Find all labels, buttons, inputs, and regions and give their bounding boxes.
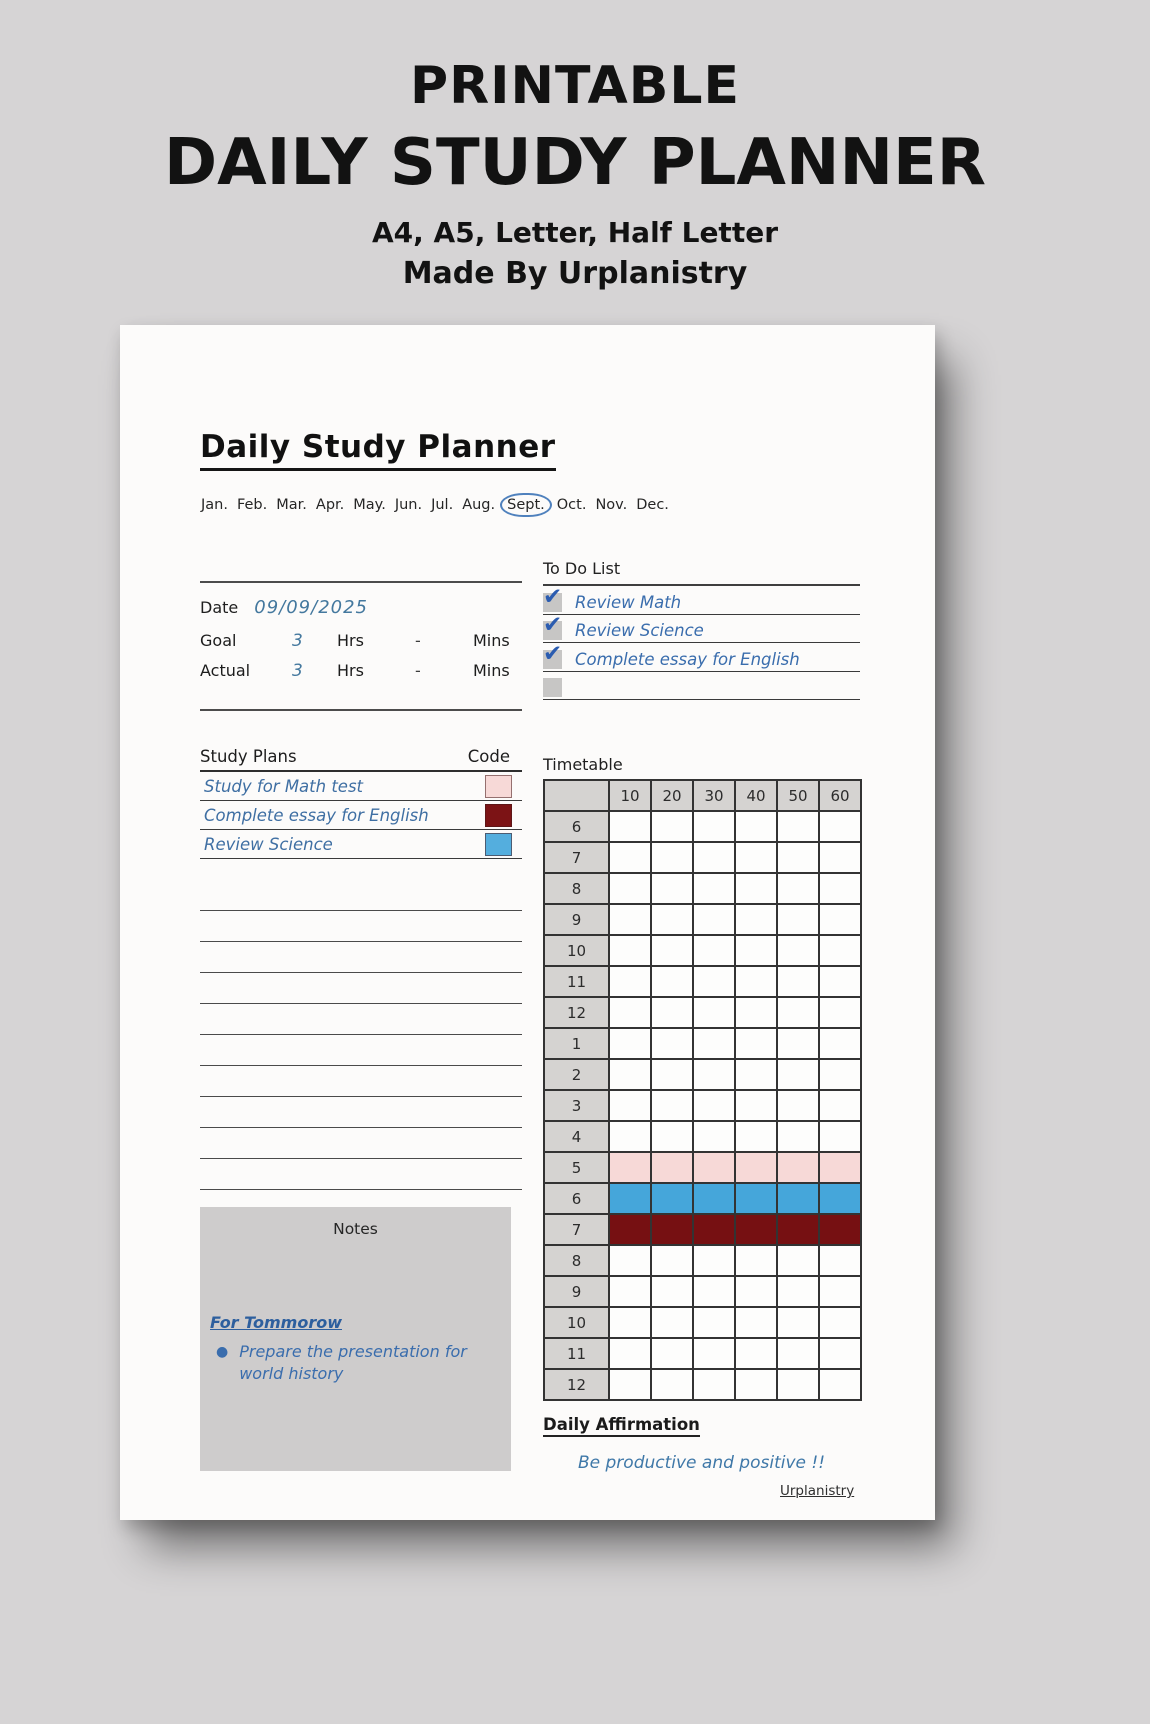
timetable-hour-label: 7 bbox=[545, 1215, 610, 1246]
timetable-slot[interactable] bbox=[694, 1339, 736, 1370]
timetable-slot[interactable] bbox=[736, 812, 778, 843]
ruled-line bbox=[200, 1159, 522, 1190]
timetable-minutes-header: 30 bbox=[694, 781, 736, 812]
timetable-slot[interactable] bbox=[610, 1060, 652, 1091]
timetable-slot[interactable] bbox=[694, 1184, 736, 1215]
study-plans-title: Study Plans bbox=[200, 747, 297, 766]
timetable-slot[interactable] bbox=[694, 1029, 736, 1060]
timetable-hour-label: 4 bbox=[545, 1122, 610, 1153]
month-option[interactable]: Nov. bbox=[595, 497, 628, 513]
month-option[interactable]: Jul. bbox=[431, 497, 454, 513]
timetable-slot[interactable] bbox=[652, 1153, 694, 1184]
month-option[interactable]: May. bbox=[353, 497, 386, 513]
timetable-hour-label: 10 bbox=[545, 1308, 610, 1339]
timetable-slot[interactable] bbox=[652, 1184, 694, 1215]
timetable-minutes-header: 40 bbox=[736, 781, 778, 812]
month-option[interactable]: Feb. bbox=[236, 497, 268, 513]
timetable-slot[interactable] bbox=[610, 1122, 652, 1153]
timetable-slot[interactable] bbox=[652, 1215, 694, 1246]
timetable-slot[interactable] bbox=[610, 967, 652, 998]
timetable-slot[interactable] bbox=[820, 998, 862, 1029]
page-footer-brand: Urplanistry bbox=[780, 1483, 855, 1499]
timetable-slot[interactable] bbox=[652, 905, 694, 936]
timetable-slot[interactable] bbox=[736, 1184, 778, 1215]
timetable-slot[interactable] bbox=[694, 812, 736, 843]
timetable-slot[interactable] bbox=[652, 1370, 694, 1401]
timetable-slot[interactable] bbox=[652, 1308, 694, 1339]
study-plan-item bbox=[200, 772, 522, 801]
daily-affirmation-text: Be productive and positive !! bbox=[577, 1453, 826, 1473]
timetable-slot[interactable] bbox=[778, 1277, 820, 1308]
timetable-slot[interactable] bbox=[778, 874, 820, 905]
divider-line bbox=[200, 581, 522, 583]
study-plans-section bbox=[200, 747, 522, 859]
todo-checkbox[interactable] bbox=[543, 640, 563, 669]
checkmark-icon: ✔ bbox=[543, 583, 563, 610]
actual-row bbox=[200, 661, 530, 681]
timetable-slot[interactable] bbox=[610, 874, 652, 905]
timetable-slot[interactable] bbox=[820, 1246, 862, 1277]
timetable-slot[interactable] bbox=[610, 905, 652, 936]
timetable-slot[interactable] bbox=[778, 936, 820, 967]
timetable-slot[interactable] bbox=[694, 843, 736, 874]
timetable-slot[interactable] bbox=[736, 1091, 778, 1122]
todo-item bbox=[543, 612, 860, 644]
timetable-slot[interactable] bbox=[652, 812, 694, 843]
timetable-slot[interactable] bbox=[778, 1091, 820, 1122]
timetable-slot[interactable] bbox=[778, 1215, 820, 1246]
dash-separator: - bbox=[415, 631, 421, 650]
timetable-slot[interactable] bbox=[736, 1339, 778, 1370]
timetable-slot[interactable] bbox=[652, 967, 694, 998]
timetable-slot[interactable] bbox=[778, 1370, 820, 1401]
timetable-slot[interactable] bbox=[736, 998, 778, 1029]
timetable-slot[interactable] bbox=[610, 1246, 652, 1277]
hrs-unit-label: Hrs bbox=[337, 631, 364, 650]
actual-label: Actual bbox=[200, 661, 251, 680]
ruled-lines bbox=[200, 880, 522, 1190]
ruled-line bbox=[200, 973, 522, 1004]
todo-item bbox=[543, 583, 860, 615]
date-label: Date bbox=[200, 598, 239, 617]
timetable-hour-label: 1 bbox=[545, 1029, 610, 1060]
study-plan-text: Complete essay for English bbox=[204, 805, 429, 825]
timetable-slot[interactable] bbox=[610, 936, 652, 967]
code-column-label: Code bbox=[467, 747, 510, 766]
timetable-slot[interactable] bbox=[778, 812, 820, 843]
todo-item bbox=[543, 672, 860, 701]
timetable-slot[interactable] bbox=[778, 905, 820, 936]
timetable-slot[interactable] bbox=[652, 998, 694, 1029]
timetable-hour-label: 11 bbox=[545, 967, 610, 998]
timetable-slot[interactable] bbox=[694, 1246, 736, 1277]
ruled-line bbox=[200, 880, 522, 911]
timetable-hour-label: 8 bbox=[545, 1246, 610, 1277]
mins-unit-label: Mins bbox=[473, 661, 510, 680]
timetable-hour-label: 9 bbox=[545, 1277, 610, 1308]
timetable-slot[interactable] bbox=[820, 936, 862, 967]
timetable-slot[interactable] bbox=[652, 1277, 694, 1308]
hrs-unit-label: Hrs bbox=[337, 661, 364, 680]
todo-item-text: Review Science bbox=[575, 621, 704, 640]
study-plan-text: Review Science bbox=[204, 834, 333, 854]
timetable-slot[interactable] bbox=[736, 1308, 778, 1339]
timetable-hour-label: 9 bbox=[545, 905, 610, 936]
timetable-slot[interactable] bbox=[820, 1060, 862, 1091]
timetable-slot[interactable] bbox=[694, 1308, 736, 1339]
timetable-slot[interactable] bbox=[694, 1060, 736, 1091]
timetable-slot[interactable] bbox=[610, 1215, 652, 1246]
dash-separator: - bbox=[415, 661, 421, 680]
timetable-slot[interactable] bbox=[610, 1370, 652, 1401]
timetable-hour-label: 11 bbox=[545, 1339, 610, 1370]
timetable-slot[interactable] bbox=[820, 1122, 862, 1153]
date-row bbox=[200, 597, 522, 618]
notes-bullet-item bbox=[216, 1341, 498, 1386]
month-selector bbox=[200, 495, 670, 515]
timetable-hour-label: 7 bbox=[545, 843, 610, 874]
timetable-slot[interactable] bbox=[778, 998, 820, 1029]
month-option[interactable]: Apr. bbox=[315, 497, 345, 513]
timetable-slot[interactable] bbox=[694, 1153, 736, 1184]
month-option-selected[interactable]: Sept. bbox=[500, 493, 552, 517]
month-option[interactable]: Jun. bbox=[394, 497, 423, 513]
timetable-slot[interactable] bbox=[694, 998, 736, 1029]
todo-list bbox=[543, 583, 860, 700]
timetable-slot[interactable] bbox=[694, 1277, 736, 1308]
poster-header bbox=[0, 56, 1150, 291]
timetable-slot[interactable] bbox=[778, 1029, 820, 1060]
timetable-slot[interactable] bbox=[610, 843, 652, 874]
poster-line-printable: PRINTABLE bbox=[410, 56, 740, 116]
timetable-slot[interactable] bbox=[778, 1122, 820, 1153]
timetable-corner-cell bbox=[545, 781, 610, 812]
goal-hours-value: 3 bbox=[292, 631, 303, 651]
timetable-slot[interactable] bbox=[820, 874, 862, 905]
timetable-hour-label: 6 bbox=[545, 812, 610, 843]
timetable-slot[interactable] bbox=[652, 843, 694, 874]
color-code-swatch[interactable] bbox=[485, 775, 512, 798]
timetable-title: Timetable bbox=[543, 755, 623, 774]
todo-checkbox[interactable] bbox=[543, 612, 563, 640]
timetable-slot[interactable] bbox=[820, 1215, 862, 1246]
timetable-hour-label: 12 bbox=[545, 1370, 610, 1401]
timetable-slot[interactable] bbox=[652, 1246, 694, 1277]
bullet-icon: ● bbox=[216, 1344, 229, 1360]
timetable-slot[interactable] bbox=[736, 1153, 778, 1184]
timetable-hour-label: 5 bbox=[545, 1153, 610, 1184]
timetable-slot[interactable] bbox=[820, 1308, 862, 1339]
ruled-line bbox=[200, 1004, 522, 1035]
timetable-slot[interactable] bbox=[736, 1246, 778, 1277]
timetable-hour-label: 6 bbox=[545, 1184, 610, 1215]
notes-section bbox=[200, 1207, 511, 1471]
timetable-slot[interactable] bbox=[652, 1339, 694, 1370]
timetable-slot[interactable] bbox=[736, 967, 778, 998]
ruled-line bbox=[200, 1097, 522, 1128]
timetable-slot[interactable] bbox=[652, 1060, 694, 1091]
timetable-slot[interactable] bbox=[820, 843, 862, 874]
color-code-swatch[interactable] bbox=[485, 833, 512, 856]
timetable-hour-label: 10 bbox=[545, 936, 610, 967]
todo-item-text: Review Math bbox=[575, 592, 682, 612]
timetable-slot[interactable] bbox=[610, 812, 652, 843]
timetable-slot[interactable] bbox=[652, 874, 694, 905]
month-option[interactable]: Dec. bbox=[636, 497, 669, 513]
checkmark-icon: ✔ bbox=[543, 612, 563, 638]
timetable-slot[interactable] bbox=[778, 1246, 820, 1277]
ruled-line bbox=[200, 1066, 522, 1097]
daily-affirmation-title: Daily Affirmation bbox=[543, 1415, 700, 1437]
month-option[interactable]: Oct. bbox=[556, 497, 587, 513]
timetable-slot[interactable] bbox=[820, 1277, 862, 1308]
timetable-slot[interactable] bbox=[820, 1339, 862, 1370]
timetable-slot[interactable] bbox=[820, 1370, 862, 1401]
goal-row bbox=[200, 631, 530, 651]
timetable-slot[interactable] bbox=[694, 874, 736, 905]
study-plans-header bbox=[200, 747, 522, 772]
timetable-slot[interactable] bbox=[820, 967, 862, 998]
timetable-slot[interactable] bbox=[694, 905, 736, 936]
timetable-minutes-header: 10 bbox=[610, 781, 652, 812]
poster-author: Made By Urplanistry bbox=[402, 256, 748, 291]
timetable-slot[interactable] bbox=[736, 874, 778, 905]
timetable-slot[interactable] bbox=[694, 967, 736, 998]
timetable-slot[interactable] bbox=[694, 1370, 736, 1401]
timetable-hour-label: 2 bbox=[545, 1060, 610, 1091]
timetable-slot[interactable] bbox=[820, 1029, 862, 1060]
timetable-slot[interactable] bbox=[820, 1184, 862, 1215]
timetable-slot[interactable] bbox=[778, 1339, 820, 1370]
timetable-grid bbox=[543, 779, 862, 1401]
date-value: 09/09/2025 bbox=[254, 597, 368, 618]
notes-title: Notes bbox=[333, 1220, 378, 1238]
timetable-slot[interactable] bbox=[778, 1060, 820, 1091]
timetable-slot[interactable] bbox=[694, 1215, 736, 1246]
timetable-slot[interactable] bbox=[652, 1091, 694, 1122]
timetable-minutes-header: 60 bbox=[820, 781, 862, 812]
timetable-slot[interactable] bbox=[820, 905, 862, 936]
timetable-slot[interactable] bbox=[694, 936, 736, 967]
timetable-slot[interactable] bbox=[694, 1091, 736, 1122]
timetable-slot[interactable] bbox=[610, 1339, 652, 1370]
timetable-slot[interactable] bbox=[652, 936, 694, 967]
todo-title: To Do List bbox=[543, 559, 860, 586]
timetable-slot[interactable] bbox=[820, 812, 862, 843]
timetable-slot[interactable] bbox=[736, 843, 778, 874]
planner-title: Daily Study Planner bbox=[200, 429, 556, 471]
timetable-slot[interactable] bbox=[652, 1122, 694, 1153]
study-plan-item bbox=[200, 830, 522, 859]
timetable-slot[interactable] bbox=[820, 1153, 862, 1184]
timetable-slot[interactable] bbox=[610, 1091, 652, 1122]
timetable-slot[interactable] bbox=[736, 1370, 778, 1401]
mins-unit-label: Mins bbox=[473, 631, 510, 650]
todo-checkbox[interactable] bbox=[543, 583, 563, 612]
timetable-slot[interactable] bbox=[778, 843, 820, 874]
timetable-slot[interactable] bbox=[610, 1184, 652, 1215]
todo-checkbox[interactable] bbox=[543, 678, 562, 697]
timetable-slot[interactable] bbox=[610, 1308, 652, 1339]
ruled-line bbox=[200, 1035, 522, 1066]
timetable-hour-label: 8 bbox=[545, 874, 610, 905]
study-plan-item bbox=[200, 801, 522, 830]
todo-section bbox=[543, 559, 860, 700]
timetable-slot[interactable] bbox=[778, 1184, 820, 1215]
timetable-minutes-header: 50 bbox=[778, 781, 820, 812]
timetable-slot[interactable] bbox=[736, 1029, 778, 1060]
poster-title: DAILY STUDY PLANNER bbox=[163, 126, 987, 200]
timetable-slot[interactable] bbox=[736, 1215, 778, 1246]
todo-item-text: Complete essay for English bbox=[575, 649, 800, 669]
timetable-minutes-header: 20 bbox=[652, 781, 694, 812]
timetable-slot[interactable] bbox=[736, 905, 778, 936]
goal-label: Goal bbox=[200, 631, 237, 650]
actual-hours-value: 3 bbox=[292, 661, 303, 681]
todo-item bbox=[543, 640, 860, 672]
checkmark-icon: ✔ bbox=[543, 640, 563, 667]
timetable-slot[interactable] bbox=[736, 1277, 778, 1308]
study-plan-list bbox=[200, 772, 522, 859]
timetable-slot[interactable] bbox=[736, 1122, 778, 1153]
month-option[interactable]: Mar. bbox=[276, 497, 307, 513]
study-plan-text: Study for Math test bbox=[204, 776, 364, 796]
timetable-slot[interactable] bbox=[610, 1029, 652, 1060]
ruled-line bbox=[200, 911, 522, 942]
month-option[interactable]: Jan. bbox=[201, 497, 228, 513]
timetable-hour-label: 3 bbox=[545, 1091, 610, 1122]
color-code-swatch[interactable] bbox=[485, 804, 512, 827]
divider-line bbox=[200, 709, 522, 711]
timetable-slot[interactable] bbox=[778, 1308, 820, 1339]
notes-bullet-text: Prepare the presentation for world history bbox=[239, 1342, 467, 1384]
notes-heading: For Tommorow bbox=[210, 1313, 342, 1332]
timetable-hour-label: 12 bbox=[545, 998, 610, 1029]
month-option[interactable]: Aug. bbox=[462, 497, 496, 513]
timetable-slot[interactable] bbox=[610, 998, 652, 1029]
timetable-slot[interactable] bbox=[694, 1122, 736, 1153]
ruled-line bbox=[200, 1128, 522, 1159]
timetable-slot[interactable] bbox=[736, 1060, 778, 1091]
timetable-slot[interactable] bbox=[778, 967, 820, 998]
timetable-slot[interactable] bbox=[610, 1153, 652, 1184]
timetable-slot[interactable] bbox=[610, 1277, 652, 1308]
timetable-slot[interactable] bbox=[652, 1029, 694, 1060]
ruled-line bbox=[200, 942, 522, 973]
timetable-slot[interactable] bbox=[820, 1091, 862, 1122]
timetable-slot[interactable] bbox=[736, 936, 778, 967]
timetable-slot[interactable] bbox=[778, 1153, 820, 1184]
poster-sizes: A4, A5, Letter, Half Letter bbox=[372, 216, 778, 249]
planner-page bbox=[120, 325, 935, 1520]
